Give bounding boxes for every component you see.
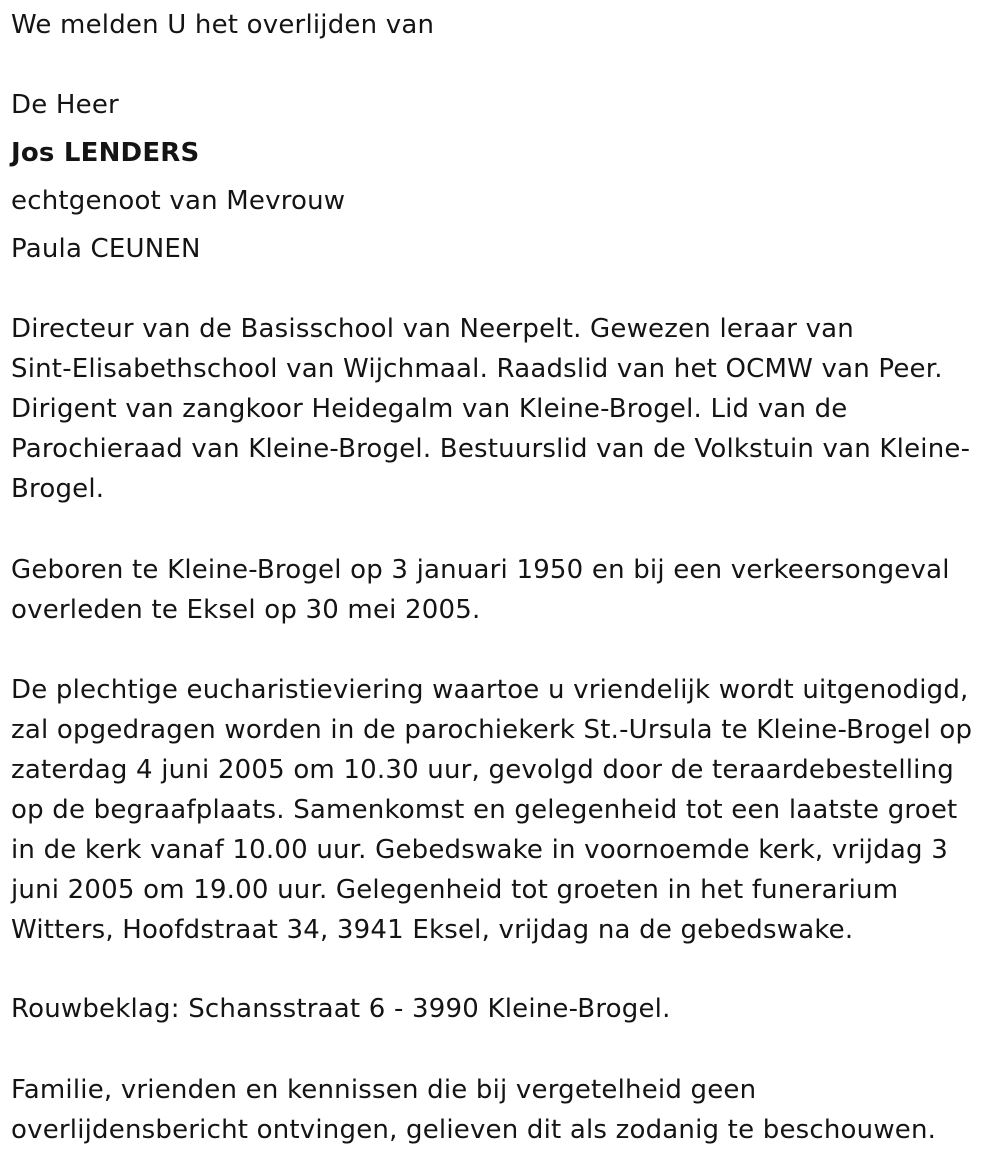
birth-death-paragraph: Geboren te Kleine-Brogel op 3 januari 1950 en bij een verkeersongeval overleden te Eksel op 30 mei 2005. xyxy=(11,555,950,625)
deceased-name: Jos LENDERS xyxy=(11,138,200,168)
condolence-address: Rouwbeklag: Schansstraat 6 - 3990 Kleine-Brogel. xyxy=(11,994,671,1024)
intro-text: We melden U het overlijden van xyxy=(11,10,435,40)
spouse-name: Paula CEUNEN xyxy=(11,234,201,264)
spouse-line: echtgenoot van Mevrouw xyxy=(11,186,346,216)
closing-note: Familie, vrienden en kennissen die bij vergetelheid geen overlijdensbericht ontvingen, gelieven dit als zodanig te beschouwen. xyxy=(11,1075,937,1145)
ceremony-paragraph: De plechtige eucharistieviering waartoe u vriendelijk wordt uitgenodigd, zal opgedragen worden in de parochiekerk St.-Ursula te Kleine-Brogel op zaterdag 4 juni 2005 om 10.30 uur, gevolgd door de teraardebestelling op de begraafplaats. Samenkomst en gelegenheid tot een laatste groet in de kerk vanaf 10.00 uur. Gebedswake in voornoemde kerk, vrijdag 3 juni 2005 om 19.00 uur. Gelegenheid tot groeten in het funerarium Witters, Hoofdstraat 34, 3941 Eksel, vrijdag na de gebedswake. xyxy=(11,675,973,945)
salutation: De Heer xyxy=(11,90,119,120)
biography-paragraph: Directeur van de Basisschool van Neerpelt. Gewezen leraar van Sint-Elisabethschool van Wijchmaal. Raadslid van het OCMW van Peer. Dirigent van zangkoor Heidegalm van Kleine-Brogel. Lid van de Parochieraad van Kleine-Brogel. Bestuurslid van de Volkstuin van Kleine- Brogel. xyxy=(11,314,971,504)
